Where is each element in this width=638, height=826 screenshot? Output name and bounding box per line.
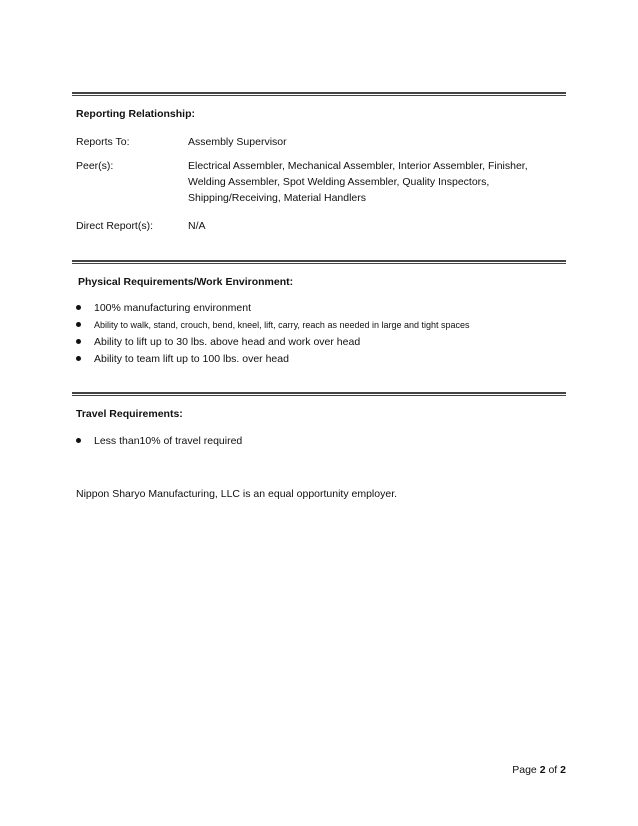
eeo-statement: Nippon Sharyo Manufacturing, LLC is an equal opportunity employer.	[76, 488, 398, 500]
bullet-icon	[76, 438, 81, 443]
bullet-icon	[76, 305, 81, 310]
section-divider-travel	[72, 392, 566, 396]
list-item: Ability to lift up to 30 lbs. above head and work over head	[76, 335, 470, 352]
list-item: Ability to walk, stand, crouch, bend, kneel, lift, carry, reach as needed in large and tight spaces	[76, 318, 470, 335]
bullet-icon	[76, 356, 81, 361]
list-item: Less than10% of travel required	[76, 434, 242, 451]
physical-requirements-list	[76, 301, 470, 369]
section-divider-reporting	[72, 92, 566, 96]
peers-line-2: Welding Assembler, Spot Welding Assembler, Quality Inspectors,	[188, 176, 490, 188]
page-number: Page 2 of 2	[512, 764, 566, 776]
bullet-icon	[76, 322, 81, 327]
reports-to-value: Assembly Supervisor	[188, 136, 287, 148]
list-item: Ability to team lift up to 100 lbs. over head	[76, 352, 470, 369]
physical-heading: Physical Requirements/Work Environment:	[78, 276, 294, 288]
section-divider-physical	[72, 260, 566, 264]
peers-label: Peer(s):	[76, 160, 114, 172]
travel-requirements-list	[76, 434, 242, 451]
reporting-heading: Reporting Relationship:	[76, 108, 195, 120]
peers-line-1: Electrical Assembler, Mechanical Assembler, Interior Assembler, Finisher,	[188, 160, 528, 172]
travel-heading: Travel Requirements:	[76, 408, 183, 420]
direct-report-label: Direct Report(s):	[76, 220, 154, 232]
peers-line-3: Shipping/Receiving, Material Handlers	[188, 192, 367, 204]
bullet-icon	[76, 339, 81, 344]
list-item: 100% manufacturing environment	[76, 301, 470, 318]
direct-report-value: N/A	[188, 220, 206, 232]
reports-to-label: Reports To:	[76, 136, 130, 148]
